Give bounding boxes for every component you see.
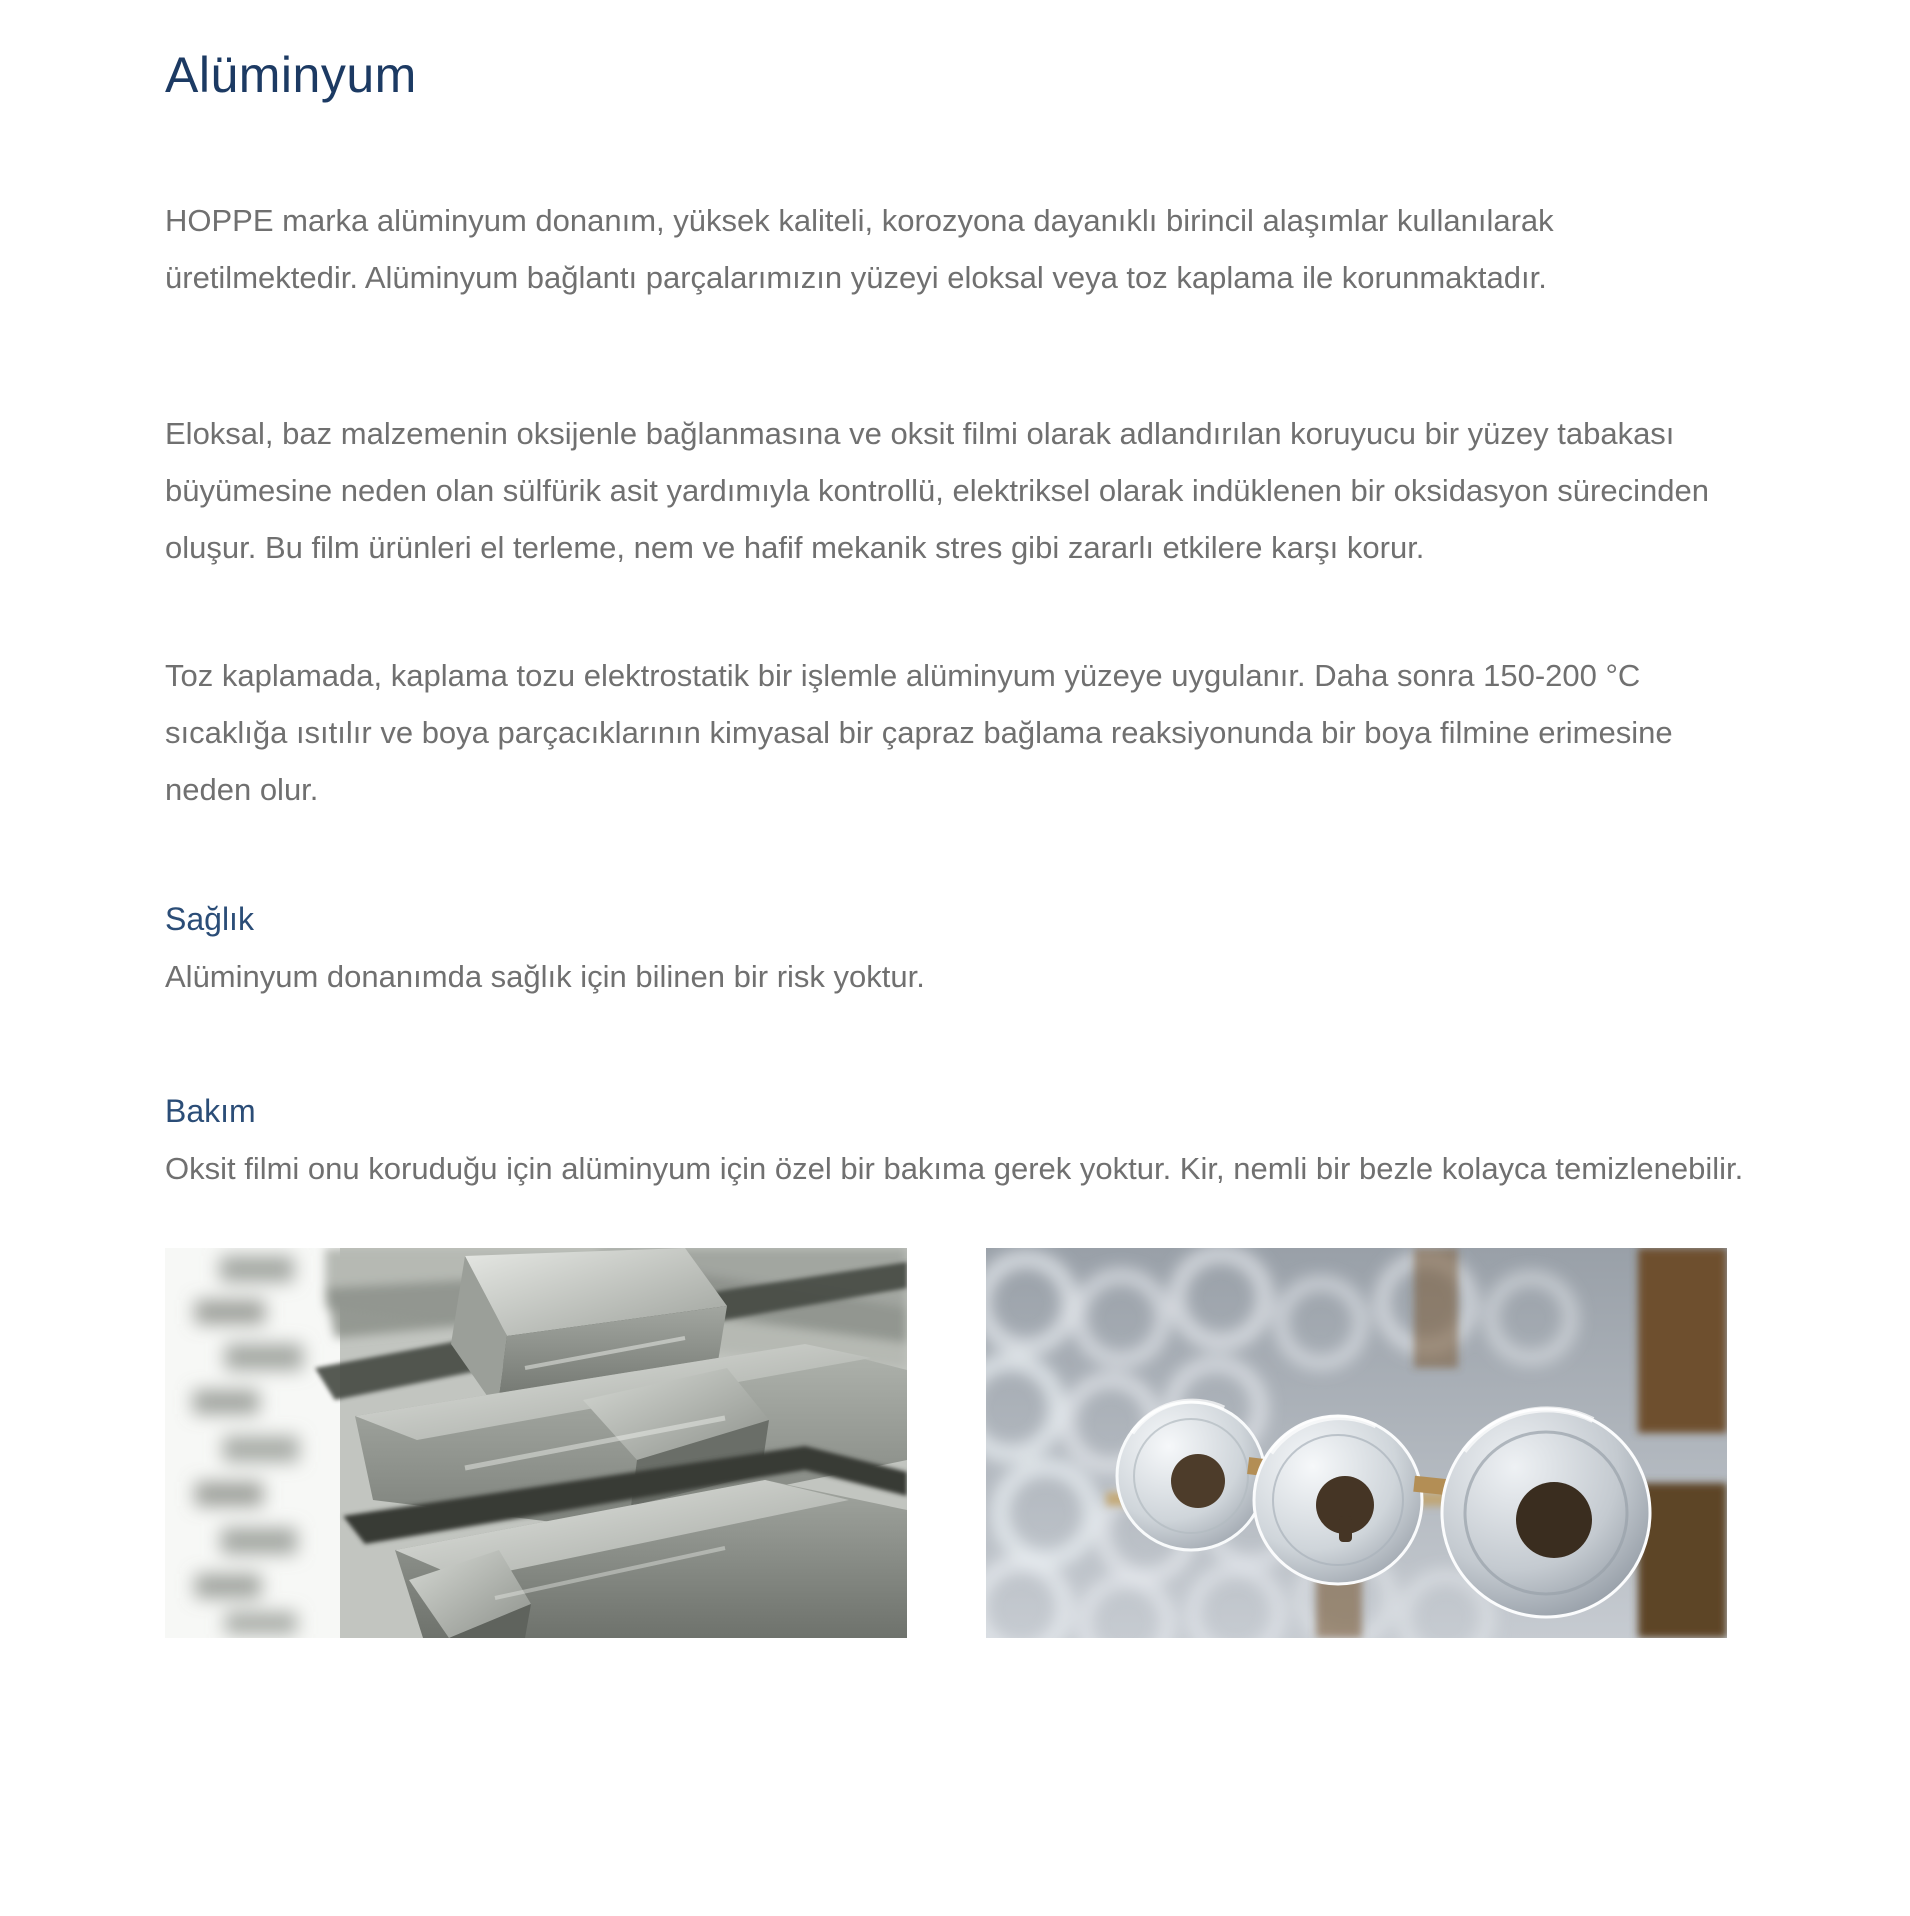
page-title: Alüminyum <box>165 47 417 103</box>
eloksal-paragraph: Eloksal, baz malzemenin oksijenle bağlanmasına ve oksit filmi olarak adlandırılan koruyucu bir yüzey tabakası büyümesine neden olan sülfürik asit yardımıyla kontrollü, elektriksel olarak indüklenen bir oksidasyon sürecinden oluşur. Bu film ürünleri el terleme, nem ve hafif mekanik stres gibi zararlı etkilere karşı korur. <box>165 416 1709 565</box>
intro-paragraph: HOPPE marka alüminyum donanım, yüksek kaliteli, korozyona dayanıklı birincil alaşımlar kullanılarak üretilmektedir. Alüminyum bağlantı parçalarımızın yüzeyi eloksal veya toz kaplama ile korunmaktadır. <box>165 203 1554 295</box>
saglik-section <box>165 891 1745 1005</box>
aluminum-ingots-photo <box>165 1248 907 1638</box>
saglik-paragraph: Alüminyum donanımda sağlık için bilinen bir risk yoktur. <box>165 959 925 994</box>
bakim-heading: Bakım <box>165 1093 256 1129</box>
saglik-heading: Sağlık <box>165 901 254 937</box>
photo-row <box>165 1248 1745 1638</box>
bakim-section <box>165 1083 1745 1197</box>
aluminum-rosettes-photo <box>986 1248 1727 1638</box>
bakim-paragraph: Oksit filmi onu koruduğu için alüminyum için özel bir bakıma gerek yoktur. Kir, nemli bir bezle kolayca temizlenebilir. <box>165 1151 1744 1186</box>
aluminum-ingots-illustration <box>165 1248 907 1638</box>
aluminum-rosettes-illustration <box>986 1248 1727 1638</box>
toz-kaplama-paragraph: Toz kaplamada, kaplama tozu elektrostatik bir işlemle alüminyum yüzeye uygulanır. Daha sonra 150-200 °C sıcaklığa ısıtılır ve boya parçacıklarının kimyasal bir çapraz bağlama reaksiyonunda bir boya filmine erimesine neden olur. <box>165 658 1673 807</box>
